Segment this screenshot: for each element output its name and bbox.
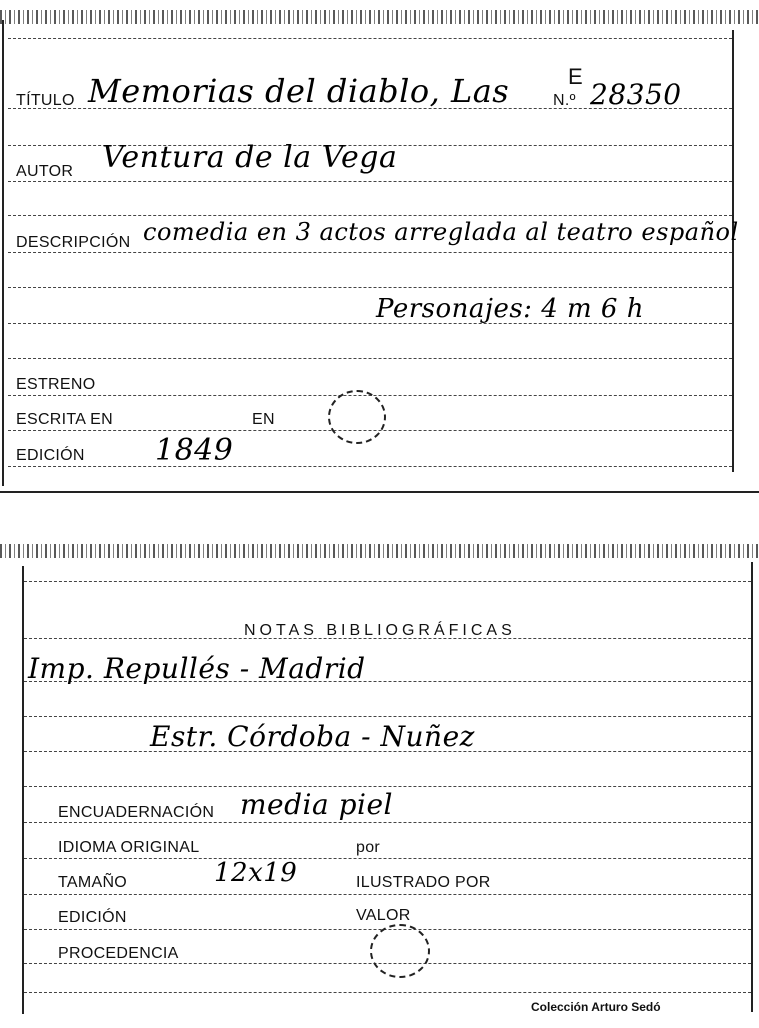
edicion-value: 1849	[155, 433, 234, 468]
card-right-border	[751, 562, 753, 1012]
card-bottom-border	[0, 491, 759, 493]
ilustrado-label: ILUSTRADO POR	[356, 874, 491, 891]
escrita-label: ESCRITA EN	[16, 411, 113, 428]
card-right-border	[732, 30, 734, 472]
titulo-label: TÍTULO	[16, 92, 75, 109]
encuadernacion-label: ENCUADERNACIÓN	[58, 804, 215, 821]
estreno-label: ESTRENO	[16, 376, 96, 393]
catalog-card-notes	[0, 538, 759, 1028]
rule	[8, 38, 732, 39]
numero-label: N.º	[553, 92, 576, 109]
edicion-label: EDICIÓN	[16, 447, 85, 464]
en-label: EN	[252, 411, 275, 428]
rule	[8, 215, 732, 216]
descripcion-label: DESCRIPCIÓN	[16, 234, 131, 251]
rule	[24, 858, 751, 859]
valor-label: VALOR	[356, 907, 411, 924]
rule	[24, 822, 751, 823]
tamano-label: TAMAÑO	[58, 874, 128, 891]
scan-noise-top	[0, 10, 759, 24]
rule	[24, 716, 751, 717]
rule	[8, 358, 732, 359]
encuadernacion-value: media piel	[240, 788, 393, 821]
library-stamp	[370, 924, 430, 978]
titulo-value: Memorias del diablo, Las	[88, 72, 510, 110]
autor-value: Ventura de la Vega	[102, 140, 398, 175]
rule	[8, 252, 732, 253]
numero-value: 28350	[590, 78, 682, 111]
descripcion-value: comedia en 3 actos arreglada al teatro español	[143, 218, 739, 246]
tamano-value: 12x19	[214, 858, 298, 888]
coleccion-footer: Colección Arturo Sedó	[531, 1000, 661, 1014]
rule	[8, 466, 732, 467]
scan-noise-top	[0, 544, 759, 558]
library-stamp	[328, 390, 386, 444]
personajes-value: Personajes: 4 m 6 h	[376, 294, 644, 324]
note-line-2: Estr. Córdoba - Nuñez	[150, 720, 475, 753]
procedencia-label: PROCEDENCIA	[58, 945, 179, 962]
rule	[8, 181, 732, 182]
rule	[24, 581, 751, 582]
idioma-label: IDIOMA ORIGINAL	[58, 839, 200, 856]
autor-label: AUTOR	[16, 163, 74, 180]
notas-heading: NOTAS BIBLIOGRÁFICAS	[244, 622, 516, 639]
rule	[8, 287, 732, 288]
rule	[24, 894, 751, 895]
card-left-border	[22, 566, 24, 1014]
rule	[24, 786, 751, 787]
edicion-label-2: EDICIÓN	[58, 909, 127, 926]
note-line-1: Imp. Repullés - Madrid	[28, 652, 366, 685]
por-label: por	[356, 839, 381, 856]
rule	[24, 992, 751, 993]
catalog-card-main	[0, 0, 759, 494]
numero-prefix: E	[568, 64, 583, 89]
card-left-border	[2, 20, 4, 486]
